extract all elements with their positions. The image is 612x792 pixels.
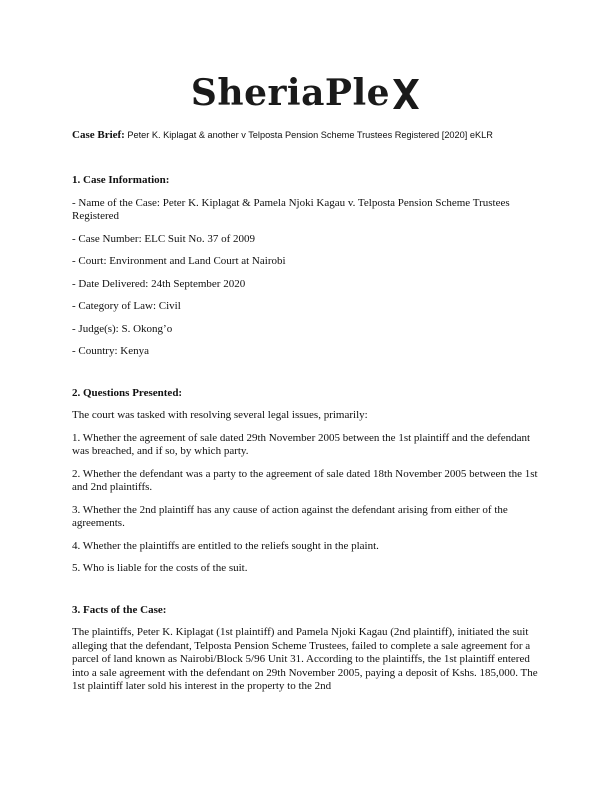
question-item-1: 1. Whether the agreement of sale dated 29th November 2005 between the 1st plaintiff and the defendant was breached, and if so, by which party. <box>72 431 531 457</box>
document-body <box>72 174 542 694</box>
logo <box>0 73 612 121</box>
case-brief-title: Peter K. Kiplagat & another v Telposta Pension Scheme Trustees Registered [2020] eKLR <box>127 130 493 140</box>
info-item-court: - Court: Environment and Land Court at Nairobi <box>72 255 286 267</box>
info-item-category: - Category of Law: Civil <box>72 300 181 312</box>
info-item-date: - Date Delivered: 24th September 2020 <box>72 277 246 290</box>
x-mark-icon <box>391 77 421 111</box>
info-item-name: - Name of the Case: Peter K. Kiplagat & Pamela Njoki Kagau v. Telposta Pension Scheme Trustees Registered <box>72 196 510 222</box>
info-item-country: - Country: Kenya <box>72 345 149 357</box>
question-item-2: 2. Whether the defendant was a party to the agreement of sale dated 18th November 2005 between the 1st and 2nd plaintiffs. <box>72 467 538 493</box>
section-heading-questions: 2. Questions Presented: <box>72 386 183 399</box>
logo-text: SheriaPle <box>190 72 391 114</box>
question-item-5: 5. Who is liable for the costs of the suit. <box>72 562 248 574</box>
question-item-4: 4. Whether the plaintiffs are entitled to the reliefs sought in the plaint. <box>72 539 379 552</box>
info-item-judges: - Judge(s): S. Okong’o <box>72 322 173 335</box>
question-item-3: 3. Whether the 2nd plaintiff has any cause of action against the defendant arising from either of the agreements. <box>72 503 508 529</box>
info-item-case-number: - Case Number: ELC Suit No. 37 of 2009 <box>72 232 256 245</box>
facts-body: The plaintiffs, Peter K. Kiplagat (1st plaintiff) and Pamela Njoki Kagau (2nd plaintiff), initiated the suit alleging that the defendant, Telposta Pension Scheme Trustees, failed to complete a sale agreement for a parcel of land known as Nairobi/Block 5/96 Unit 31. According to the plaintiffs, the 1st plaintiff entered into a sale agreement with the defendant on 29th November 2005, paying a deposit of Kshs. 185,000. The 1st plaintiff later sold his interest in the property to the 2nd <box>72 626 538 692</box>
section-heading-facts: 3. Facts of the Case: <box>72 603 167 616</box>
case-brief-line <box>72 129 552 141</box>
case-brief-label: Case Brief: <box>72 129 125 141</box>
questions-intro: The court was tasked with resolving several legal issues, primarily: <box>72 409 368 421</box>
section-heading-case-information: 1. Case Information: <box>72 174 170 186</box>
